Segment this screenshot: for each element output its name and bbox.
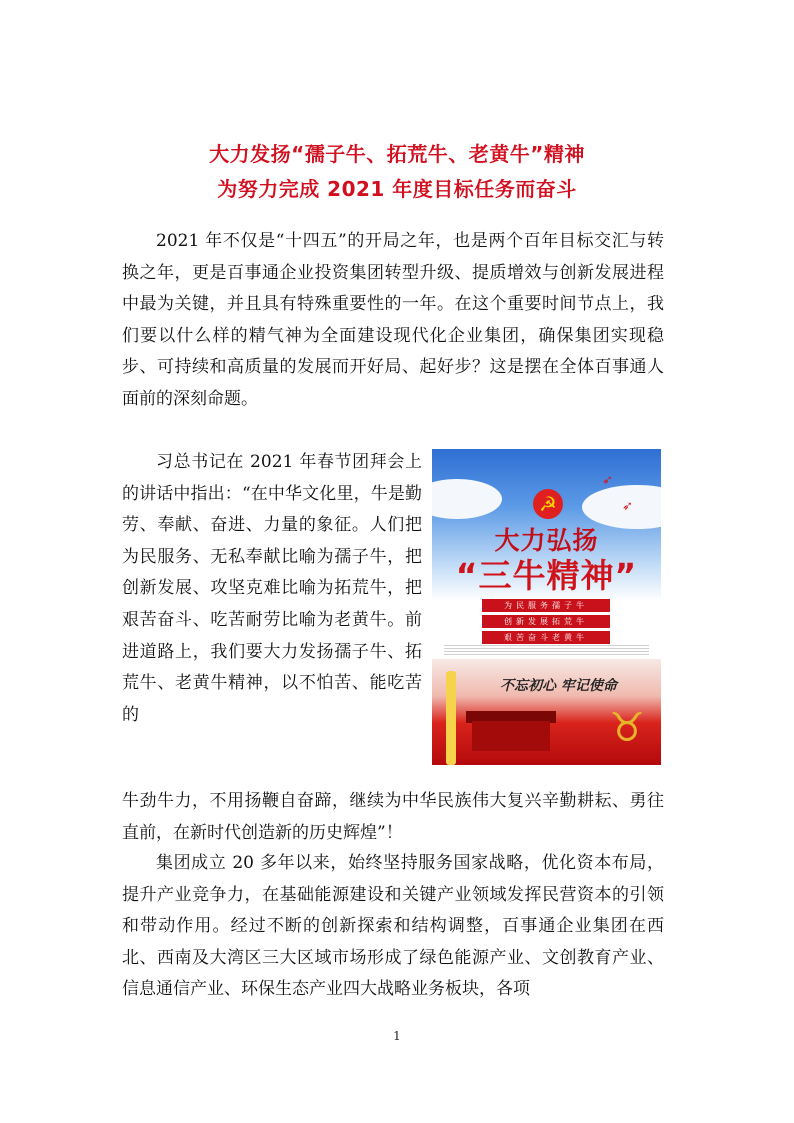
party-emblem-icon: ☭	[533, 489, 563, 519]
paragraph-3: 集团成立 20 多年以来，始终坚持服务国家战略，优化资本布局，提升产业竞争力，在基础能源建设和关键产业领域发挥民营资本的引领和带动作用。经过不断的创新探索和结构调整，百事通企业集团在西北、西南及大湾区三大区域市场形成了绿色能源产业、文创教育产业、信息通信产业、环保生态产业四大战略业务板块，各项	[122, 853, 664, 1000]
document-title-line-2: 为努力完成 2021 年度目标任务而奋斗	[217, 177, 577, 201]
bull-icon: ♉	[609, 705, 645, 751]
poster-ribbon-2: 创新发展拓荒牛	[482, 615, 610, 628]
paragraph-1: 2021 年不仅是“十四五”的开局之年，也是两个百年目标交汇与转换之年，更是百事通企业投资集团转型升级、提质增效与创新发展进程中最为关键，并且具有特殊重要性的一年。在这个重要时间节点上，我们要以什么样的精气神为全面建设现代化企业集团，确保集团实现稳步、可持续和高质量的发展而开好局、起好步？这是摆在全体百事通人面前的深刻命题。	[122, 231, 664, 409]
paragraph-2-wrapped: 习总书记在 2021 年春节团拜会上的讲话中指出：“在中华文化里，牛是勤劳、奉献、奋进、力量的象征。人们把为民服务、无私奉献比喻为孺子牛，把创新发展、攻坚克难比喻为拓荒牛，把艰苦奋斗、吃苦耐劳比喻为老黄牛。前进道路上，我们要大力发扬孺子牛、拓荒牛、老黄牛精神，以不怕苦、能吃苦的	[122, 452, 422, 725]
poster-headline-big: “三牛精神”	[455, 556, 638, 595]
tiananmen-gate-icon	[472, 721, 550, 751]
poster-slogan: 不忘初心 牢记使命	[500, 678, 617, 694]
page-number: 1	[393, 1029, 401, 1043]
dove-icon: ➶	[602, 473, 613, 488]
poster-ribbon-3: 艰苦奋斗老黄牛	[482, 631, 610, 644]
cloud-shape	[432, 479, 502, 519]
paragraph-2-continued: 牛劲牛力，不用扬鞭自奋蹄，继续为中华民族伟大复兴辛勤耕耘、勇往直前，在新时代创造新的历史辉煌”！	[122, 791, 664, 843]
huabiao-pillar-icon	[446, 671, 456, 765]
poster-ribbon-1: 为民服务孺子牛	[482, 599, 610, 612]
poster-fine-print	[444, 645, 649, 657]
san-niu-spirit-poster	[432, 449, 661, 765]
dove-icon: ➶	[622, 499, 633, 514]
poster-headline: 大力弘扬	[494, 526, 599, 555]
document-title-line-1: 大力发扬“孺子牛、拓荒牛、老黄牛”精神	[209, 142, 585, 166]
